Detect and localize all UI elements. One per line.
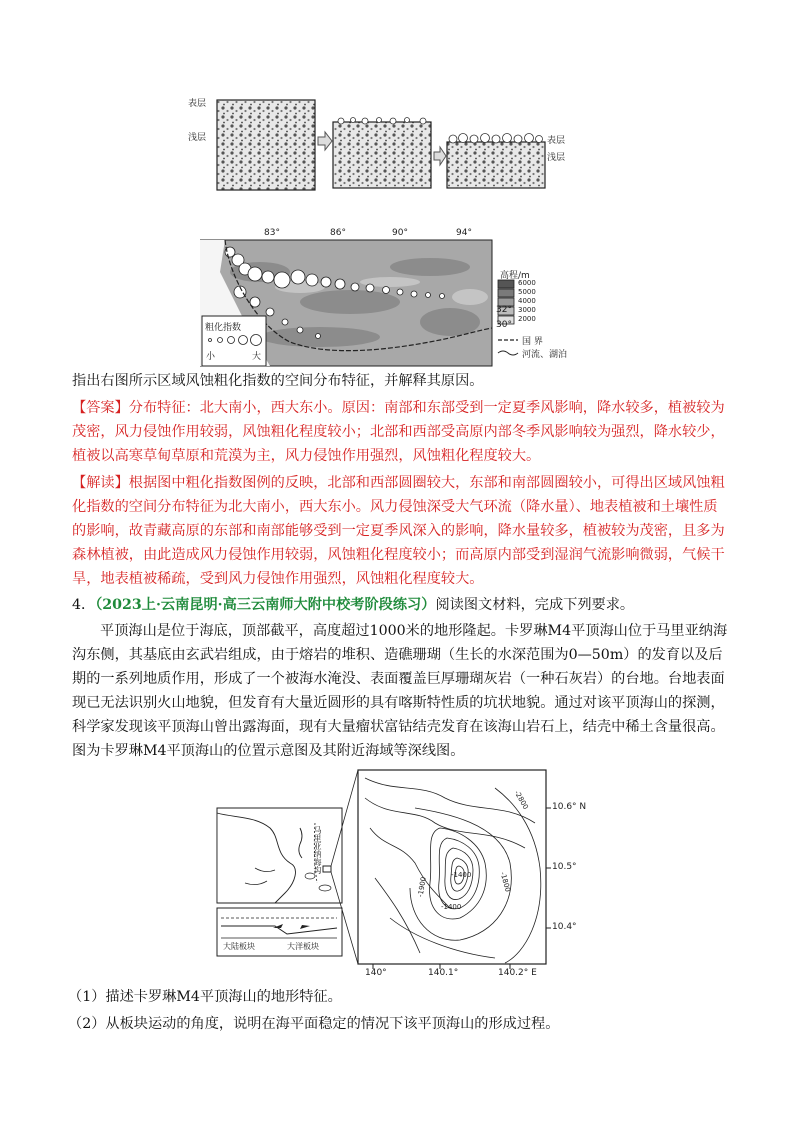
label-shallow-1: 浅层 <box>188 133 207 143</box>
contour-label-1800: -1800 <box>498 871 512 893</box>
q4-para-line-1: 平顶海山是位于海底，顶部截平，高度超过1000米的地形隆起。卡罗琳M4平顶海山位于马里亚纳海 <box>100 623 728 639</box>
q4-sub2: （2）从板块运动的角度，说明在海平面稳定的情况下该平顶海山的形成过程。 <box>68 1016 560 1032</box>
answer-line-3: 植被以高寒草甸草原和荒漠为主，风力侵蚀作用强烈，风蚀粗化程度较大。 <box>72 448 541 464</box>
contour-label-1900: -1900 <box>416 876 428 898</box>
lat-label-32: 32° <box>496 305 512 315</box>
q4-number: 4． <box>72 597 96 613</box>
explain-line-2: 化指数的空间分布特征为北大南小，西大东小。风力侵蚀深受大气环流（降水量）、地表植被和土壤性质 <box>72 499 718 515</box>
river-label: 河流、湖泊 <box>522 350 568 360</box>
border-label: 国 界 <box>522 337 543 347</box>
q4-para-line-5: 科学家发现该平顶海山曾出露海面，现有大量瘤状富钴结壳发育在该海山岩石上，结壳中稀土含量很高。 <box>72 719 725 735</box>
label-surface-3: 表层 <box>547 136 566 146</box>
q4-para-line-4: 现已无法识别火山地貌，但发育有大量近圆形的具有喀斯特性质的坑状地貌。通过对该平顶海山的探测， <box>72 695 725 711</box>
lon-label-90: 90° <box>392 228 408 238</box>
lon-label-140: 140° <box>365 968 387 978</box>
lat-label-10-4: 10.4° <box>552 922 577 932</box>
soil-block-3 <box>447 142 545 188</box>
legend-small: 小 <box>206 352 216 362</box>
lat-label-30: 30° <box>496 320 512 330</box>
explain-line-5: 旱，地表植被稀疏，受到风力侵蚀作用强烈，风蚀粗化程度较大。 <box>72 571 484 587</box>
answer-line-1: 【答案】分布特征：北大南小，西大东小。原因：南部和东部受到一定夏季风影响，降水较多，植被较为 <box>72 400 725 416</box>
lat-label-10-5: 10.5° <box>552 862 577 872</box>
elev-6000: 6000 <box>518 279 536 287</box>
explain-line-1: 【解读】根据图中粗化指数图例的反映，北部和西部圆圈较大，东部和南部圆圈较小，可得出区域风蚀粗 <box>72 475 725 491</box>
contour-label-1400b: -1400 <box>441 903 462 911</box>
q4-instruction: 阅读图文材料，完成下列要求。 <box>435 597 635 613</box>
legend-title: 粗化指数 <box>205 323 242 333</box>
plate-right-label: 大洋板块 <box>287 942 319 951</box>
q4-sub1: （1）描述卡罗琳M4平顶海山的地形特征。 <box>68 989 342 1005</box>
tibet-coarsening-map <box>200 228 605 367</box>
soil-block-2 <box>333 122 431 188</box>
explain-line-3: 的影响，故青藏高原的东部和南部能够受到一定夏季风深入的影响，降水量较多，植被较为茂密，且多为 <box>72 523 725 539</box>
elev-5000: 5000 <box>518 288 536 296</box>
plate-left-label: 大陆板块 <box>223 942 255 951</box>
explain-line-4: 森林植被，由此造成风力侵蚀作用较弱，风蚀粗化程度较小；而高原内部受到湿润气流影响微弱，气候干 <box>72 547 725 563</box>
soil-block-1 <box>217 100 315 190</box>
lon-label-140-1: 140.1° <box>428 968 459 978</box>
q4-source: （2023上·云南昆明·高三云南师大附中校考阶段练习） <box>95 597 436 613</box>
lon-label-140-2: 140.2° E <box>498 968 537 978</box>
answer-line-2: 茂密，风力侵蚀作用较弱，风蚀粗化程度较小；北部和西部受高原内部冬季风影响较为强烈，降水较少， <box>72 424 725 440</box>
contour-label-2800: -2800 <box>512 789 530 811</box>
seamount-figure <box>215 768 590 978</box>
q4-para-line-2: 沟东侧，其基底由玄武岩组成，由于熔岩的堆积、造礁珊瑚（生长的水深范围为0—50m）的发育以及后 <box>72 647 723 663</box>
elevation-title: 高程/m <box>500 271 530 281</box>
q4-header <box>72 593 732 617</box>
soil-blocks-svg <box>185 88 605 198</box>
soil-coarsening-diagram <box>185 88 605 198</box>
trench-label: 马里亚纳海沟 <box>313 826 322 874</box>
contour-label-1400a: -1400 <box>451 871 472 879</box>
seamount-svg <box>215 768 590 978</box>
lon-label-86: 86° <box>330 228 346 238</box>
elev-2000: 2000 <box>518 315 536 323</box>
elev-3000: 3000 <box>518 306 536 314</box>
q4-para-line-6: 图为卡罗琳M4平顶海山的位置示意图及其附近海域等深线图。 <box>72 743 465 759</box>
lon-label-83: 83° <box>264 228 280 238</box>
label-shallow-3: 浅层 <box>547 153 566 163</box>
q3-prompt: 指出右图所示区域风蚀粗化指数的空间分布特征，并解释其原因。 <box>72 373 484 389</box>
q4-para-line-3: 期的一系列地质作用，形成了一个被海水淹没、表面覆盖巨厚珊瑚灰岩（一种石灰岩）的台地。台地表面 <box>72 671 725 687</box>
elev-4000: 4000 <box>518 297 536 305</box>
lat-label-10-6: 10.6° N <box>552 802 587 812</box>
lon-label-94: 94° <box>456 228 472 238</box>
legend-large: 大 <box>252 352 262 362</box>
label-surface-1: 表层 <box>188 99 207 109</box>
